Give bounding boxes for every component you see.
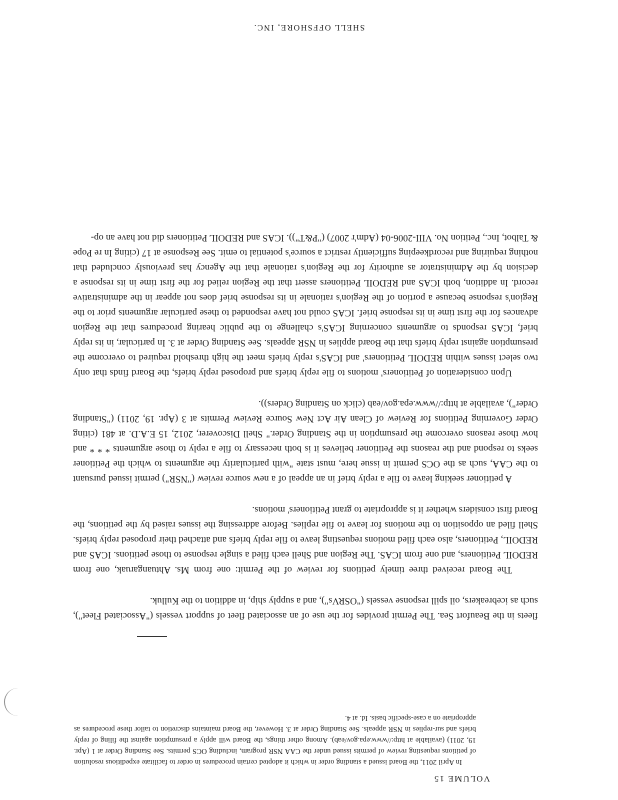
body-paragraph: The Board received three timely petitions for review of the Permit: one from Ms. Ahtuangaruak, one from REDOIL Petitioners, and one from ICAS. The Region and Shell each filed a single response to those petitions. ICAS and REDOIL, Petitioners, also each filed motions requesting leave to file reply briefs and attached their proposed reply briefs. Shell filed an opposition to the motions for leave to file replies. Before addressing the issues raised by the petitions, the Board first considers whether it is appropriate to grant Petitioners' motions. xyxy=(73,504,538,574)
footnote-rule xyxy=(137,636,167,637)
volume-label: VOLUME 15 xyxy=(433,774,490,784)
footnote: In April 2011, the Board issued a standing order in which it adopted certain procedures in order to facilitate expeditious resolution of petitions requesting review of permits issued under the CAA NSR program, including OCS permits. See Standing Order at 1 (Apr. 19, 2011) (available at http://www.epa.gov/eab). Among other things, the Board will apply a presumption against the filing of reply briefs and sur-replies in NSR appeals. See Standing Order at 3. However, the Board maintains discretion to tailor these procedures as appropriate on a case-specific basis. Id. at 4. xyxy=(74,713,476,767)
running-header: SHELL OFFSHORE, INC. xyxy=(253,23,365,32)
body-paragraph: Upon consideration of Petitioners' motions to file reply briefs and proposed reply briefs, the Board finds that only two select issues within REDOIL Petitioners' and ICAS's reply briefs meet the high threshold required to overcome the presumption against reply briefs that the Board applies in NSR appeals. See Standing Order at 3. In particular, in its reply brief, ICAS responds to arguments concerning ICAS's challenge to the public hearing procedures that the Region advances for the first time in its response brief. ICAS could not have responded to these particular arguments prior to the Region's response because a portion of the Region's rationale in its response brief does not appear in the administrative record. In addition, both ICAS and REDOIL Petitioners assert that the Region relied for the first time in its response a decision by the Administrator as authority for the Region's rationale that the Agency has previously concluded that nothing requiring and recordkeeping sufficiently restrict a source's potential to emit. See Response at 17 (citing In re Pope & Talbot, Inc., Petition No. VIII-2006-04 (Adm'r 2007) ("P&T")). ICAS and REDOIL Petitioners did not have an op- xyxy=(73,232,538,377)
body-paragraph: fleets in the Beaufort Sea. The Permit provides for the use of an associated fleet of support vessels ("Associated Fleet"), such as icebreakers, oil spill response vessels ("OSRVs"), and a supply ship, in addition to the Kulluk. xyxy=(73,595,538,620)
body-paragraph: A petitioner seeking leave to file a reply brief in an appeal of a new source review ("NSR") permit issued pursuant to the CAA, such as the OCS permit in issue here, must state "with particularity the arguments to which the Petitioner seeks to respond and the reasons the Petitioner believes it is both necessary to file a reply to those arguments * * * and how those reasons overcome the presumption in the Standing Order." Shell Discoverer, 2012, 15 E.A.D. at 481 (citing Order Governing Petitions for Review of Clean Air Act New Source Review Permits at 3 (Apr. 19, 2011) ("Standing Order"), available at http://www.epa.gov/eab (click on Standing Orders)). xyxy=(73,398,538,483)
body-text xyxy=(73,213,538,622)
